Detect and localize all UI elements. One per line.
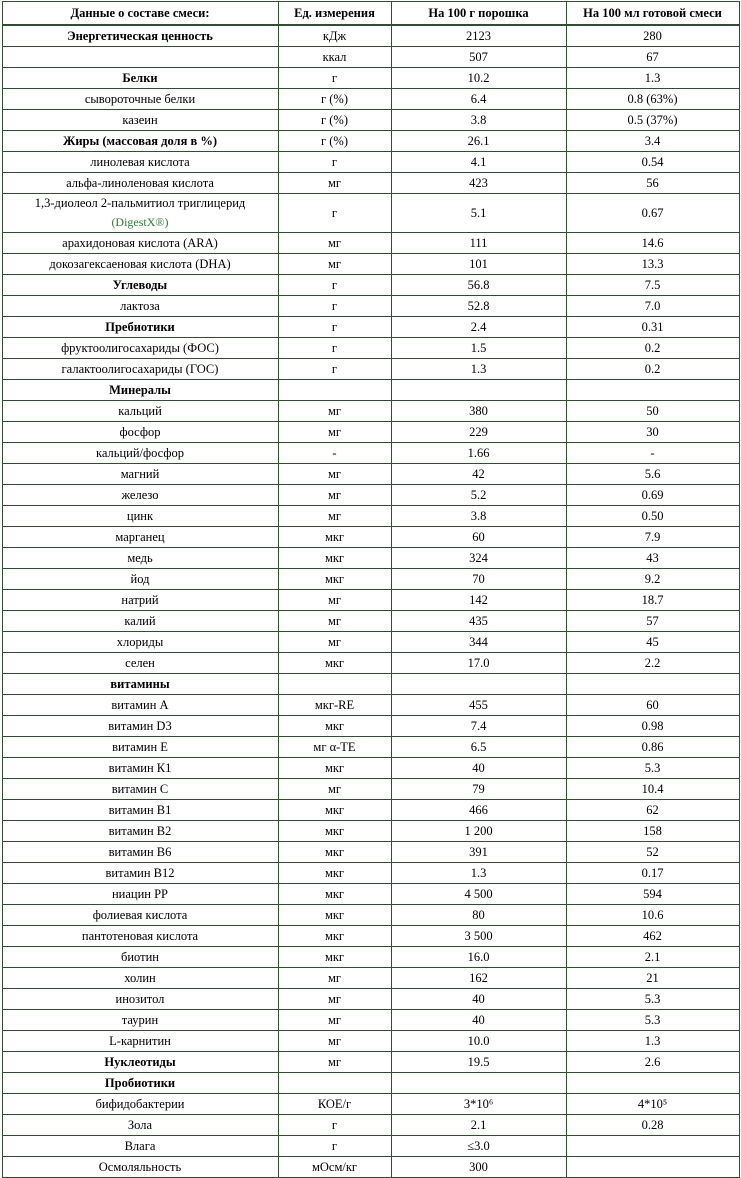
value-per-100g: 435 [391,611,566,632]
nutrient-name: витамин D3 [2,716,278,737]
table-header-row [2,2,739,26]
nutrient-name: Осмоляльность [2,1157,278,1178]
nutrient-unit: мг [278,401,391,422]
table-row [2,800,739,821]
value-per-100ml: 2.2 [566,653,739,674]
value-per-100g: 40 [391,1010,566,1031]
nutrient-name: витамин В12 [2,863,278,884]
table-row [2,1031,739,1052]
table-row [2,296,739,317]
value-per-100ml: 462 [566,926,739,947]
nutrient-name: витамины [2,674,278,695]
nutrient-unit: мкг [278,653,391,674]
value-per-100g: 1 200 [391,821,566,842]
value-per-100ml [566,1136,739,1157]
value-per-100g: 101 [391,254,566,275]
value-per-100ml: 5.3 [566,758,739,779]
table-row [2,110,739,131]
table-row [2,1136,739,1157]
table-row [2,674,739,695]
value-per-100ml: 67 [566,47,739,68]
table-row [2,1010,739,1031]
nutrient-name: Зола [2,1115,278,1136]
table-row [2,338,739,359]
value-per-100ml: 0.67 [566,194,739,233]
value-per-100ml: 594 [566,884,739,905]
value-per-100g: 70 [391,569,566,590]
value-per-100ml: 158 [566,821,739,842]
value-per-100ml: 2.1 [566,947,739,968]
value-per-100g: 380 [391,401,566,422]
value-per-100g: 10.2 [391,68,566,89]
table-row [2,737,739,758]
nutrient-unit: мкг [278,548,391,569]
value-per-100ml: 7.9 [566,527,739,548]
table-row [2,653,739,674]
value-per-100ml: 10.6 [566,905,739,926]
value-per-100g: 79 [391,779,566,800]
nutrient-unit: мкг [278,800,391,821]
value-per-100g: 1.5 [391,338,566,359]
value-per-100ml [566,1157,739,1178]
nutrient-name: Пробиотики [2,1073,278,1094]
nutrient-name: калий [2,611,278,632]
nutrient-name: альфа-линоленовая кислота [2,173,278,194]
nutrient-name: казеин [2,110,278,131]
value-per-100g: 26.1 [391,131,566,152]
nutrient-name: фолиевая кислота [2,905,278,926]
nutrient-unit: мг α-ТЕ [278,737,391,758]
value-per-100ml: 0.86 [566,737,739,758]
nutrient-unit: мкг [278,758,391,779]
nutrient-unit: г (%) [278,89,391,110]
nutrient-name: натрий [2,590,278,611]
table-row [2,842,739,863]
nutrient-unit: мкг [278,527,391,548]
value-per-100ml: 60 [566,695,739,716]
nutrient-name: Влага [2,1136,278,1157]
nutrient-name: витамин В2 [2,821,278,842]
value-per-100ml: 4*10⁵ [566,1094,739,1115]
value-per-100ml: 0.8 (63%) [566,89,739,110]
value-per-100ml: 9.2 [566,569,739,590]
nutrient-unit: кДж [278,25,391,47]
value-per-100ml [566,674,739,695]
value-per-100g: 7.4 [391,716,566,737]
nutrient-name: биотин [2,947,278,968]
value-per-100ml: 0.98 [566,716,739,737]
nutrient-name: кальций [2,401,278,422]
table-row [2,926,739,947]
nutrient-name: пантотеновая кислота [2,926,278,947]
nutrient-unit: г (%) [278,110,391,131]
nutrient-name: медь [2,548,278,569]
value-per-100g: 162 [391,968,566,989]
value-per-100g [391,380,566,401]
value-per-100ml: 30 [566,422,739,443]
nutrient-unit: г [278,68,391,89]
nutrient-name: селен [2,653,278,674]
nutrient-name: Нуклеотиды [2,1052,278,1073]
nutrient-unit: мг [278,611,391,632]
value-per-100ml: 3.4 [566,131,739,152]
value-per-100ml: 21 [566,968,739,989]
nutrient-name: Жиры (массовая доля в %) [2,131,278,152]
nutrient-name: бифидобактерии [2,1094,278,1115]
table-row [2,632,739,653]
nutrient-unit: мОсм/кг [278,1157,391,1178]
value-per-100ml: 0.50 [566,506,739,527]
nutrient-unit: мкг [278,821,391,842]
nutrient-unit: г [278,338,391,359]
value-per-100g: 2.4 [391,317,566,338]
value-per-100ml: 18.7 [566,590,739,611]
value-per-100ml: 45 [566,632,739,653]
value-per-100ml: 7.0 [566,296,739,317]
table-row [2,968,739,989]
nutrient-unit: мг [278,1010,391,1031]
nutrient-unit: мкг [278,947,391,968]
table-row [2,443,739,464]
nutrient-name: Энергетическая ценность [2,25,278,47]
value-per-100ml: 0.69 [566,485,739,506]
nutrient-unit: мкг [278,716,391,737]
table-row [2,548,739,569]
nutrient-name: витамин К1 [2,758,278,779]
value-per-100g: 6.5 [391,737,566,758]
table-row [2,25,739,47]
nutrient-name: лактоза [2,296,278,317]
nutrient-name: витамин С [2,779,278,800]
nutrient-unit: мг [278,464,391,485]
nutrient-unit: мг [278,1052,391,1073]
value-per-100ml: 0.2 [566,359,739,380]
nutrient-unit: мкг [278,863,391,884]
table-row [2,89,739,110]
nutrient-name: Белки [2,68,278,89]
value-per-100ml: 1.3 [566,1031,739,1052]
value-per-100g: 324 [391,548,566,569]
nutrient-unit: г [278,1136,391,1157]
nutrient-unit: мкг [278,926,391,947]
nutrient-name: Углеводы [2,275,278,296]
value-per-100g: 42 [391,464,566,485]
value-per-100g: 3.8 [391,110,566,131]
table-row [2,47,739,68]
value-per-100ml: 10.4 [566,779,739,800]
nutrient-unit: мг [278,254,391,275]
table-row [2,1115,739,1136]
value-per-100g: 5.2 [391,485,566,506]
value-per-100ml: 14.6 [566,233,739,254]
nutrition-table [2,1,740,1178]
nutrient-name: фосфор [2,422,278,443]
value-per-100ml: 0.17 [566,863,739,884]
table-row [2,275,739,296]
nutrient-unit: мкг [278,905,391,926]
table-row [2,527,739,548]
value-per-100g [391,1073,566,1094]
table-row [2,863,739,884]
nutrient-name: витамин В1 [2,800,278,821]
table-row [2,758,739,779]
value-per-100g: 2.1 [391,1115,566,1136]
table-header [2,2,739,26]
table-row [2,422,739,443]
value-per-100g: 466 [391,800,566,821]
nutrient-unit: КОЕ/г [278,1094,391,1115]
nutrient-name: 1,3-диолеол 2-пальмитиол триглицерид (DigestX®) [2,194,278,233]
nutrient-name: арахидоновая кислота (ARA) [2,233,278,254]
value-per-100g [391,674,566,695]
nutrient-name: холин [2,968,278,989]
value-per-100ml: 280 [566,25,739,47]
nutrient-unit: мг [278,1031,391,1052]
value-per-100ml: 5.3 [566,1010,739,1031]
nutrient-unit [278,1073,391,1094]
nutrient-unit: мг [278,968,391,989]
table-row [2,989,739,1010]
nutrient-unit: мг [278,233,391,254]
value-per-100ml: 5.6 [566,464,739,485]
nutrient-name: кальций/фосфор [2,443,278,464]
table-row [2,464,739,485]
table-row [2,173,739,194]
table-row [2,68,739,89]
nutrient-unit: мг [278,485,391,506]
value-per-100ml: 52 [566,842,739,863]
value-per-100g: 455 [391,695,566,716]
nutrient-name: Пребиотики [2,317,278,338]
value-per-100g: 391 [391,842,566,863]
value-per-100g: 1.66 [391,443,566,464]
nutrient-name: галактоолигосахариды (ГОС) [2,359,278,380]
value-per-100g: 52.8 [391,296,566,317]
nutrient-name: витамин В6 [2,842,278,863]
table-row [2,590,739,611]
column-header-per100ml: На 100 мл готовой смеси [566,2,739,26]
nutrient-unit: г [278,317,391,338]
column-header-per100g: На 100 г порошка [391,2,566,26]
value-per-100g: 142 [391,590,566,611]
nutrient-name: сывороточные белки [2,89,278,110]
table-row [2,1052,739,1073]
nutrient-unit: мкг [278,884,391,905]
nutrient-name: ниацин РР [2,884,278,905]
nutrient-name: таурин [2,1010,278,1031]
value-per-100ml: 5.3 [566,989,739,1010]
nutrient-name: цинк [2,506,278,527]
value-per-100g: 3.8 [391,506,566,527]
nutrient-unit: мг [278,779,391,800]
value-per-100ml: 0.5 (37%) [566,110,739,131]
nutrient-unit: мг [278,632,391,653]
value-per-100ml: 0.31 [566,317,739,338]
value-per-100g: 5.1 [391,194,566,233]
value-per-100ml: 50 [566,401,739,422]
value-per-100g: 3 500 [391,926,566,947]
nutrient-name: L-карнитин [2,1031,278,1052]
nutrient-unit: мг [278,989,391,1010]
nutrient-name: Минералы [2,380,278,401]
table-row [2,569,739,590]
nutrient-name: магний [2,464,278,485]
value-per-100g: 56.8 [391,275,566,296]
column-header-unit: Ед. измерения [278,2,391,26]
value-per-100g: 6.4 [391,89,566,110]
table-row [2,1157,739,1178]
value-per-100g: 10.0 [391,1031,566,1052]
nutrient-unit: ккал [278,47,391,68]
nutrient-unit: г [278,152,391,173]
column-header-name: Данные о составе смеси: [2,2,278,26]
value-per-100g: 3*10⁶ [391,1094,566,1115]
table-row [2,194,739,233]
nutrient-unit: г [278,296,391,317]
table-row [2,1094,739,1115]
nutrient-name: марганец [2,527,278,548]
nutrient-name: инозитол [2,989,278,1010]
nutrient-name: железо [2,485,278,506]
table-row [2,884,739,905]
value-per-100ml [566,380,739,401]
value-per-100ml: 1.3 [566,68,739,89]
table-row [2,254,739,275]
nutrient-unit: г [278,359,391,380]
nutrient-unit [278,380,391,401]
value-per-100g: ≤3.0 [391,1136,566,1157]
nutrient-unit: г [278,275,391,296]
value-per-100ml: 7.5 [566,275,739,296]
table-row [2,611,739,632]
nutrient-unit: мг [278,422,391,443]
value-per-100g: 507 [391,47,566,68]
nutrient-name: фруктоолигосахариды (ФОС) [2,338,278,359]
value-per-100g: 19.5 [391,1052,566,1073]
table-row [2,947,739,968]
value-per-100g: 1.3 [391,863,566,884]
value-per-100ml: 62 [566,800,739,821]
nutrient-name: докозагексаеновая кислота (DHA) [2,254,278,275]
table-row [2,485,739,506]
table-row [2,905,739,926]
table-row [2,506,739,527]
nutrient-name: линолевая кислота [2,152,278,173]
table-row [2,317,739,338]
nutrient-name: витамин А [2,695,278,716]
nutrient-name: йод [2,569,278,590]
value-per-100g: 40 [391,989,566,1010]
table-row [2,380,739,401]
value-per-100g: 4 500 [391,884,566,905]
nutrient-name [2,47,278,68]
table-row [2,716,739,737]
nutrient-unit: мкг [278,569,391,590]
value-per-100g: 4.1 [391,152,566,173]
value-per-100ml: 43 [566,548,739,569]
value-per-100ml: 13.3 [566,254,739,275]
table-row [2,1073,739,1094]
nutrient-unit: мг [278,173,391,194]
value-per-100g: 40 [391,758,566,779]
value-per-100g: 300 [391,1157,566,1178]
nutrient-unit: мг [278,590,391,611]
value-per-100g: 60 [391,527,566,548]
value-per-100ml: - [566,443,739,464]
table-row [2,695,739,716]
nutrient-unit: - [278,443,391,464]
value-per-100g: 17.0 [391,653,566,674]
value-per-100g: 80 [391,905,566,926]
nutrient-unit: г (%) [278,131,391,152]
nutrient-unit: мг [278,506,391,527]
value-per-100g: 16.0 [391,947,566,968]
table-row [2,779,739,800]
value-per-100ml: 57 [566,611,739,632]
value-per-100g: 1.3 [391,359,566,380]
value-per-100g: 2123 [391,25,566,47]
nutrient-unit: мкг [278,842,391,863]
nutrient-unit [278,674,391,695]
table-row [2,131,739,152]
value-per-100ml: 0.2 [566,338,739,359]
value-per-100ml: 2.6 [566,1052,739,1073]
table-body [2,25,739,1178]
value-per-100g: 229 [391,422,566,443]
value-per-100g: 423 [391,173,566,194]
table-row [2,359,739,380]
table-row [2,152,739,173]
nutrient-name: хлориды [2,632,278,653]
value-per-100ml [566,1073,739,1094]
table-row [2,821,739,842]
nutrient-unit: г [278,1115,391,1136]
nutrient-unit: мкг-RE [278,695,391,716]
nutrient-name: витамин Е [2,737,278,758]
value-per-100ml: 0.54 [566,152,739,173]
table-row [2,401,739,422]
table-row [2,233,739,254]
nutrition-sheet [0,1,741,1174]
digestx-label: (DigestX®) [111,215,169,229]
value-per-100ml: 0.28 [566,1115,739,1136]
value-per-100ml: 56 [566,173,739,194]
nutrient-unit: г [278,194,391,233]
value-per-100g: 111 [391,233,566,254]
value-per-100g: 344 [391,632,566,653]
